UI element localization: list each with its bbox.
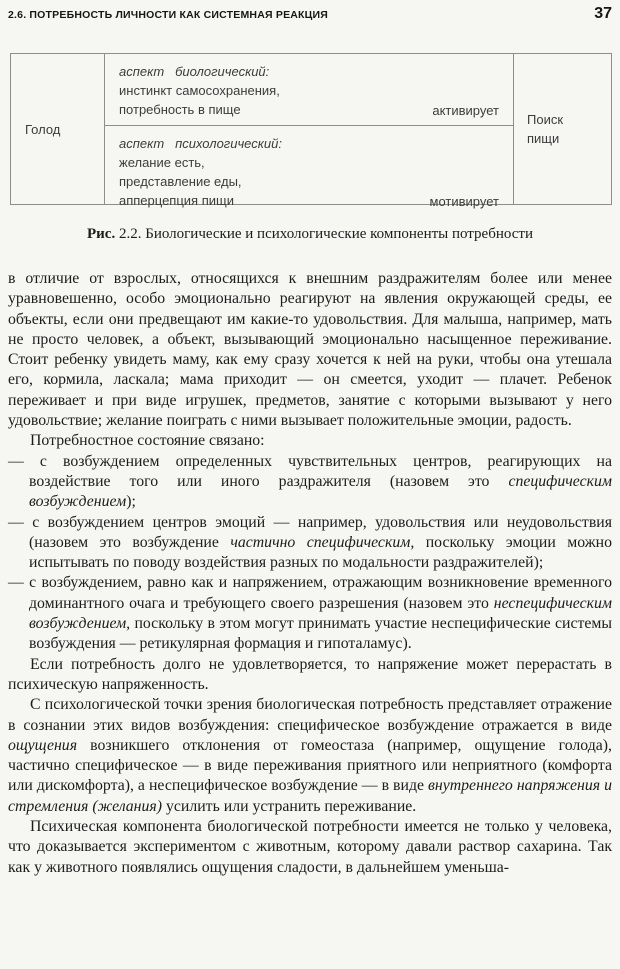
figure-row-psychological — [105, 125, 513, 216]
psychological-aspect-line: желание есть, — [119, 155, 205, 170]
text-segment: Психическая компонента биологической потребности имеется не только у человека, что доказывается экспериментом с животным, которому давали раствор сахарина. Так как у животного появлялись ощущения сладости, в дальнейшем уменьша- — [8, 818, 612, 876]
body-text — [8, 269, 612, 878]
biological-aspect-line: потребность в пище — [119, 102, 241, 117]
paragraph — [8, 655, 612, 696]
figure-middle-column — [105, 54, 513, 209]
paragraph — [8, 513, 612, 574]
text-segment: ); — [126, 493, 136, 511]
figure-caption — [8, 226, 612, 243]
text-segment: Потребностное состояние связано: — [30, 432, 265, 450]
text-segment: частично специфическим, — [230, 533, 415, 551]
result-line: Поиск — [527, 112, 564, 127]
paragraph — [8, 452, 612, 513]
section-title: 2.6. ПОТРЕБНОСТЬ ЛИЧНОСТИ КАК СИСТЕМНАЯ РЕАКЦИЯ — [8, 9, 329, 21]
activates-label: активирует — [432, 103, 499, 118]
text-segment: С психологической точки зрения биологическая потребность представляет отражение в сознании этих видов возбуждения: специфическое возбуждение отражается в виде — [8, 696, 612, 734]
figure-cell-stimulus — [11, 54, 105, 204]
text-segment: поскольку эмоции можно испытывать по поводу воздействия разных по модальности раздражителей); — [29, 533, 612, 572]
paragraph — [8, 431, 612, 451]
psychological-aspect-line: представление еды, — [119, 174, 242, 189]
running-head — [8, 5, 612, 23]
stimulus-label: Голод — [25, 121, 61, 137]
text-segment: — с возбуждением центров эмоций — например, удовольствия или неудовольствия (назовем это возбуждение — [8, 513, 612, 551]
text-segment: внутреннего напряжения и стремления (желания) — [8, 777, 612, 815]
text-segment: возникшего отклонения от гомеостаза (например, ощущение голода), частично специфическое — в виде переживания приятного или неприятного (комфорта или дискомфорта), а неспецифическое возбуждение — в виде — [8, 736, 612, 795]
figure-caption-label: Рис. — [87, 226, 116, 242]
psychological-aspect-line: апперцепция пищи — [119, 193, 234, 208]
figure-cell-result — [513, 54, 611, 204]
figure-caption-text: 2.2. Биологические и психологические компоненты потребности — [115, 226, 533, 242]
biological-aspect-line: инстинкт самосохранения, — [119, 83, 280, 98]
text-segment: неспецифическим возбуждением, — [29, 594, 612, 633]
text-segment: ощущения — [8, 736, 78, 754]
page-number: 37 — [594, 5, 612, 22]
text-segment: — с возбуждением определенных чувствительных центров, реагирующих на воздействие того или иного раздражителя (назовем это — [8, 452, 612, 490]
paragraph — [8, 817, 612, 878]
biological-aspect-title: аспект биологический: — [119, 64, 270, 79]
figure-row-biological — [105, 54, 513, 125]
text-segment: в отличие от взрослых, относящихся к внешним раздражителям более или менее уравновешенно, особо эмоционально реагируют на явления окружающей среды, ее объекты, если они предвещают им какие-то удовольствия. Для малыша, например, мать не просто человек, а объект, вызывающий эмоционально насыщенное переживание. Стоит ребенку увидеть маму, как ему сразу хочется к ней на руки, чтобы она утешала его, кормила, ласкала; мама приходит — он смеется, уходит — плачет. Ребенок переживает и при виде игрушек, предметов, занятие с которыми вызывают у него удовольствие; желание поиграть с ними вызывает положительные эмоции, радость. — [8, 270, 612, 430]
text-segment: Если потребность долго не удовлетворяется, то напряжение может перерастать в психическую напряженность. — [8, 655, 612, 693]
figure-table — [10, 53, 612, 209]
text-segment: — с возбуждением, равно как и напряжением, отражающим возникновение временного доминантного очага и требующего своего разрешения (назовем это — [8, 574, 612, 612]
text-segment: специфическим возбуждением — [29, 472, 612, 511]
text-segment: усилить или устранить переживание. — [162, 797, 417, 815]
text-segment: поскольку в этом могут принимать участие неспецифические системы возбуждения — ретикулярная формация и гипоталамус). — [29, 615, 612, 653]
result-line: пищи — [527, 131, 560, 146]
paragraph — [8, 269, 612, 431]
paragraph — [8, 573, 612, 654]
psychological-aspect-text — [119, 134, 282, 210]
biological-aspect-text — [119, 62, 280, 119]
motivates-label: мотивирует — [429, 194, 499, 209]
psychological-aspect-title: аспект психологический: — [119, 136, 282, 151]
paragraph — [8, 695, 612, 817]
